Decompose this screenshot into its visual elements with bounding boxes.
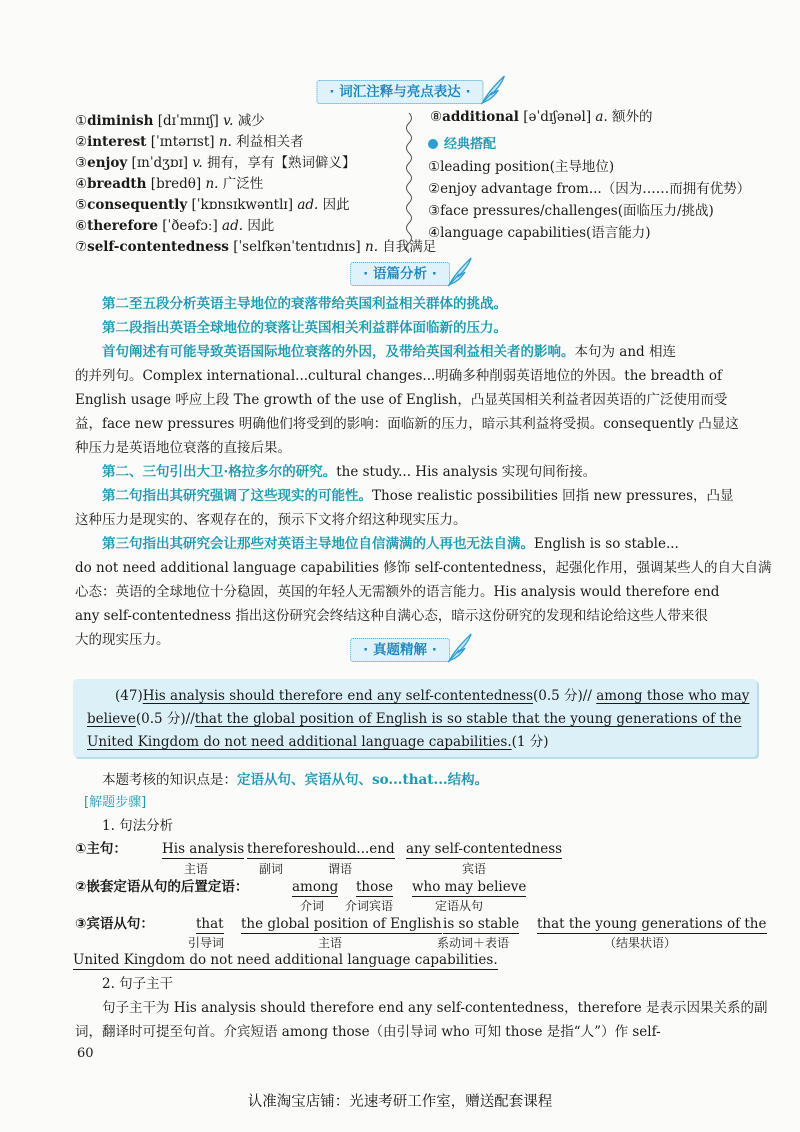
clause-role: 谓语	[328, 862, 353, 876]
analysis-section-banner	[350, 262, 450, 286]
clause-role: 主语	[318, 936, 343, 950]
analysis-line: do not need additional language capabilities 修饰 self-contentedness，起强化作用，强调某些人的自大自满	[75, 560, 772, 576]
analysis-para: 第二、三句引出大卫·格拉多尔的研究。the study... His analysis 实现句间衔接。	[102, 464, 597, 480]
trunk-line: 句子主干为 His analysis should therefore end any self-contentedness，therefore 是表示因果关系的副	[102, 1000, 768, 1016]
collocation-item: ①leading position(主导地位)	[428, 159, 615, 175]
clause-role: （结果状语）	[604, 936, 677, 950]
clause-part: should...end	[311, 841, 395, 857]
clause-role: 定语从句	[435, 899, 484, 913]
analysis-para: 第三句指出其研究会让那些对英语主导地位自信满满的人再也无法自满。English is so stable...	[102, 536, 679, 552]
vocab-item: ⑧additional [əˈdɪʃənəl] a. 额外的	[430, 109, 653, 125]
footer-note: 认准淘宝店铺：光速考研工作室，赠送配套课程	[247, 1094, 553, 1110]
section-title-trunk: 2. 句子主干	[102, 976, 174, 992]
clause-part: who may believe	[412, 879, 527, 895]
column-divider	[402, 113, 416, 253]
vocab-item: ⑤consequently [ˈkɒnsɪkwəntlɪ] ad. 因此	[75, 197, 350, 213]
analysis-para: 第二句指出其研究强调了这些现实的可能性。Those realistic possibilities 回指 new pressures，凸显	[102, 488, 734, 504]
analysis-para: 第二段指出英语全球地位的衰落让英国相关利益群体面临新的压力。	[102, 320, 507, 336]
quill-icon	[445, 631, 475, 665]
trunk-line: 词，翻译时可提至句首。介宾短语 among those（由引导词 who 可知 those 是指“人”）作 self-	[75, 1024, 661, 1040]
analysis-line: any self-contentedness 指出这份研究会终结这种自满心态，暗示这份研究的发现和结论给这些人带来很	[75, 608, 708, 624]
question-line-3: United Kingdom do not need additional language capabilities.(1 分)	[87, 734, 549, 750]
main-clause-label: ①主句：	[75, 841, 127, 857]
answer-banner-title: · 真题精解 ·	[363, 642, 437, 658]
quill-icon	[479, 73, 509, 107]
analysis-line: 这种压力是现实的、客观存在的，预示下文将介绍这种现实压力。	[75, 512, 467, 528]
object-clause-label: ③宾语从句：	[75, 916, 154, 932]
bullet-dot-icon	[428, 139, 438, 149]
section-title-syntax: 1. 句法分析	[102, 818, 174, 834]
steps-label: [解题步骤]	[84, 795, 147, 810]
analysis-line: 心态：英语的全球地位十分稳固，英国的年轻人无需额外的语言能力。His analysis would therefore end	[75, 584, 720, 600]
analysis-banner-title: · 语篇分析 ·	[363, 266, 437, 282]
clause-role: 主语	[184, 862, 209, 876]
vocab-item: ④breadth [bredθ] n. 广泛性	[75, 176, 264, 192]
clause-part: among	[292, 879, 339, 895]
question-line-1: (47)His analysis should therefore end any self-contentedness(0.5 分)// among those who may	[115, 688, 750, 704]
analysis-line: 益，face new pressures 明确他们将受到的影响：面临新的压力，暗示其利益将受损。consequently 凸显这	[75, 416, 739, 432]
clause-part: is so stable	[443, 916, 520, 932]
answer-section-banner	[350, 638, 450, 662]
clause-role: 宾语	[462, 862, 487, 876]
vocab-section-banner	[316, 80, 483, 104]
analysis-para: 首句阐述有可能导致英语国际地位衰落的外因，及带给英国利益相关者的影响。本句为 and 相连	[102, 344, 676, 360]
vocab-banner-title: · 词汇注释与亮点表达 ·	[329, 84, 471, 100]
collocation-item: ④language capabilities(语言能力)	[428, 225, 651, 241]
clause-part: any self-contentedness	[406, 841, 563, 857]
collocation-item: ③face pressures/challenges(面临压力/挑战)	[428, 203, 714, 219]
analysis-line: 的并列句。Complex international...cultural changes...明确多种削弱英语地位的外因。the breadth of	[75, 368, 722, 384]
analysis-line: English usage 呼应上段 The growth of the use of English，凸显英国相关利益者因英语的广泛使用而受	[75, 392, 728, 408]
clause-part: the global position of English	[241, 916, 442, 932]
clause-part: those	[356, 879, 394, 895]
clause-role: 介词宾语	[345, 899, 394, 913]
attributive-label: ②嵌套定语从句的后置定语：	[75, 879, 249, 895]
clause-role: 副词	[259, 862, 284, 876]
vocab-item: ①diminish [dɪˈmɪnɪʃ] v. 减少	[75, 113, 265, 129]
clause-role: 引导词	[188, 936, 225, 950]
clause-part: United Kingdom do not need additional language capabilities.	[73, 952, 498, 968]
clause-part: that the young generations of the	[537, 916, 767, 932]
vocab-item: ⑥therefore [ˈðeəfɔː] ad. 因此	[75, 218, 275, 234]
vocab-item: ③enjoy [ɪnˈdʒɒɪ] v. 拥有，享有【熟词僻义】	[75, 155, 356, 171]
clause-role: 系动词＋表语	[437, 936, 510, 950]
collocation-item: ②enjoy advantage from...（因为……而拥有优势）	[428, 181, 751, 197]
analysis-para: 第二至五段分析英语主导地位的衰落带给英国利益相关群体的挑战。	[102, 296, 507, 312]
clause-part: that	[196, 916, 224, 932]
vocab-item: ②interest [ˈɪntərɪst] n. 利益相关者	[75, 134, 304, 150]
clause-part: therefore	[247, 841, 312, 857]
page-number: 60	[77, 1046, 94, 1061]
analysis-line: 种压力是英语地位衰落的直接后果。	[75, 440, 291, 456]
analysis-line: 大的现实压力。	[75, 632, 170, 648]
question-box	[73, 679, 757, 757]
knowledge-points: 本题考核的知识点是：定语从句、宾语从句、so...that...结构。	[102, 772, 489, 788]
vocab-item: ⑦self-contentedness [ˈselfkənˈtentɪdnɪs] n. 自我满足	[75, 239, 437, 255]
collocation-heading: 经典搭配	[428, 134, 496, 155]
clause-role: 介词	[300, 899, 325, 913]
quill-icon	[445, 255, 475, 289]
clause-part: His analysis	[162, 841, 245, 857]
question-line-2: believe(0.5 分)//that the global position of English is so stable that the young generations of the	[87, 711, 742, 727]
